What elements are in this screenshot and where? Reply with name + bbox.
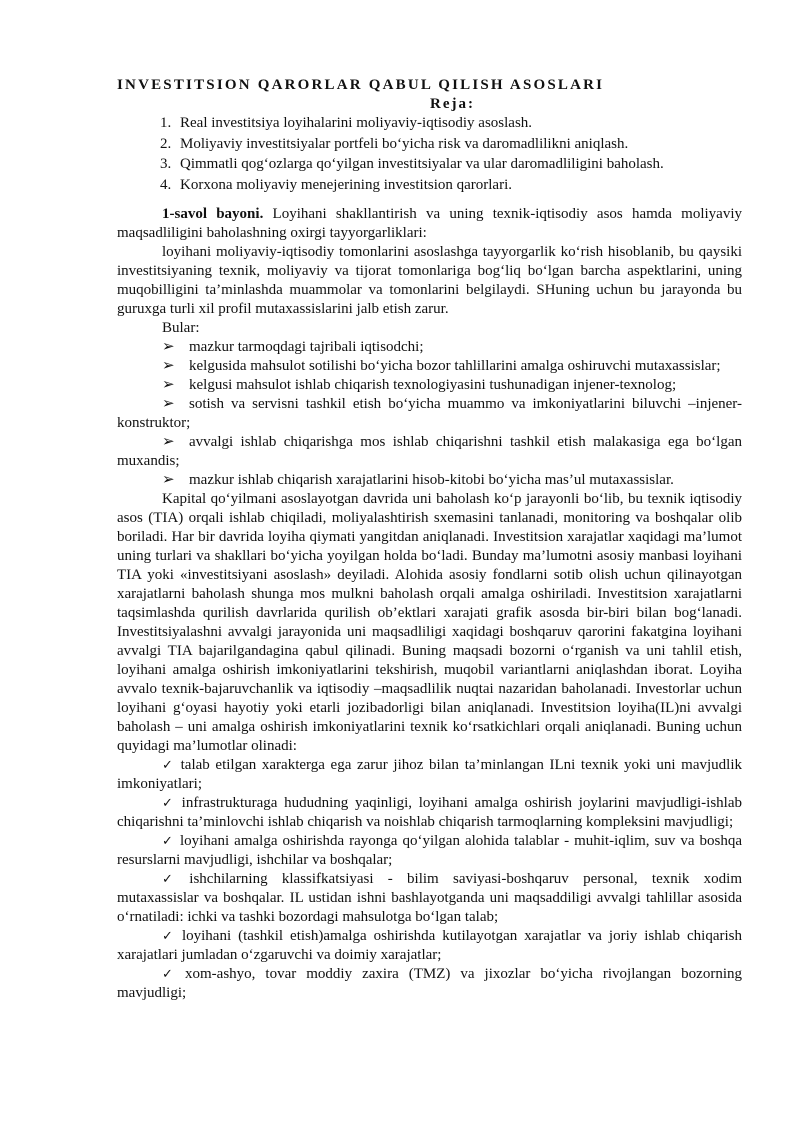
arrow-list-item [117,433,742,471]
arrow-list-text: mazkur ishlab chiqarish xarajatlarini hisob-kitobi bo‘yicha mas’ul mutaxassislar. [189,472,674,488]
check-list-item [117,965,742,1003]
plan-item [160,135,664,156]
intro-text: Loyihani shakllantirish va uning texnik-iqtisodiy asos hamda moliyaviy maqsadliligini baholashning oxirgi tayyorgarliklari: [117,206,742,241]
checkmark-icon: ✓ [162,872,173,887]
plan-heading: Reja: [430,96,475,112]
arrow-list-item [117,395,742,433]
bular-label: Bular: [162,320,200,336]
plan-item [160,176,664,197]
arrow-bullet-icon: ➢ [162,377,175,393]
arrow-list-item [117,376,742,395]
check-list-text: talab etilgan xarakterga ega zarur jihoz bilan ta’minlangan ILni texnik yoki uni mavjudlik imkoniyatlari; [117,757,742,792]
check-list-text: infrastrukturaga hududning yaqinligi, loyihani amalga oshirish joylarini mavjudligi-ishlab chiqarishni ta’minlovchi ishlab chiqarish va noishlab chiqarish tarmoqlarning kompleksini mavjudligi; [117,795,743,830]
checkmark-icon: ✓ [162,796,173,811]
arrow-list-text: mazkur tarmoqdagi tajribali iqtisodchi; [189,339,424,355]
plan-item-text: Moliyaviy investitsiyalar portfeli bo‘yicha risk va daromadlilikni aniqlash. [180,135,629,152]
section-1-intro [117,205,742,243]
paragraph: Kapital qo‘yilmani asoslayotgan davrida uni baholash ko‘p jarayonli bo‘lib, bu texnik iqtisodiy asos (TIA) orqali ishlab chiqiladi, moliyalashtirish sxemasini tanlanadi, monitoring va boshqalar olib boriladi. Har bir davrida loyiha qiymati yangitdan aniqlanadi. Investitsion xarajatlar xaqidagi ma’lumot uning turlari va shakllari bo‘yicha yoyilgan holda bo‘ladi. Bunday ma’lumotni asosiy manbasi loyihani TIA yoki «investitsiyani asoslash» deyiladi. Alohida asosiy fondlarni sotib olish uchun qilinayotgan xarajatlarni baholash shunga mos mulkni baholash orqali amalga oshiriladi. Investitsion xarajatlarni taqsimlashda qurilish davrlarida qurilish ob’ektlari xarajati grafik asosda bir-biri bilan bog‘lanadi. Investitsiyalashni avvalgi jarayonida uni maqsadliligi xaqidagi boshqaruv qarorini fakatgina loyihani avvalgi TIA bajarilgandagina qabul qilinadi. Buning maqsadi bozorni o‘rganish va uni tahlil etish, loyihani amalga oshirish imkoniyatlarini tekshirish, muqobil variantlarni aniqlashdan iborat. Loyiha avvalo texnik-bajaruvchanlik va iqtisodiy –maqsadlilik nuqtai nazaridan baholanadi. Investorlar uchun loyihani g‘oyasi hayotiy yoki etarli jozibadorligi bilan aniqlanadi. Investitsion loyiha(IL)ni avvalgi baholash – uni amalga oshirish imkoniyatlarini texnik ko‘rsatkichlari orqali aniqlanadi. Buning uchun quyidagi ma’lumotlar olinadi: [117,491,742,754]
arrow-list-item [117,338,742,357]
checkmark-icon: ✓ [162,929,173,944]
arrow-list-item [117,357,742,376]
plan-item [160,155,664,176]
check-list-item [117,927,742,965]
arrow-bullet-icon: ➢ [162,339,175,355]
arrow-list-text: kelgusida mahsulot sotilishi bo‘yicha bozor tahlillarini amalga oshiruvchi mutaxassislar; [189,358,721,374]
plan-item-text: Korxona moliyaviy menejerining investitsion qarorlari. [180,176,513,193]
section-1-heading: 1-savol bayoni. [162,206,264,222]
plan-item-number: 3. [160,156,172,173]
check-list-item [117,794,742,832]
section-1-body [117,205,742,1003]
paragraph: loyihani moliyaviy-iqtisodiy tomonlarini asoslashga tayyorgarlik ko‘rish hisoblanib, bu qaysiki investitsiyaning texnik, moliyaviy va tijorat tomonlariga bog‘liq bo‘lgan barcha aspektlarini, uning muqobilligini ta’minlashda muammolar va tomonlarini belgilaydi. SHuning uchun bu jarayonda bu guruxga turli xil profil mutaxassislarini jalb etish zarur. [117,244,742,317]
checkmark-icon: ✓ [162,967,173,982]
checkmark-icon: ✓ [162,758,173,773]
check-list-text: loyihani amalga oshirishda rayonga qo‘yilgan alohida talablar - muhit-iqlim, suv va boshqa resurslarni mavjudligi, ishchilar va boshqalar; [117,833,743,868]
plan-item-text: Qimmatli qog‘ozlarga qo‘yilgan investitsiyalar va ular daromadliligini baholash. [180,156,664,173]
plan-item-number: 1. [160,115,172,131]
plan-item-number: 4. [160,176,172,193]
check-list-item [117,756,742,794]
check-list-text: loyihani (tashkil etish)amalga oshirishda kutilayotgan xarajatlar va joriy ishlab chiqarish xarajatlari jumladan o‘zgaruvchi va doimiy xarajatlar; [117,928,743,963]
checkmark-icon: ✓ [162,834,173,849]
arrow-bullet-icon: ➢ [162,434,175,450]
arrow-list-text: kelgusi mahsulot ishlab chiqarish texnologiyasini tushunadigan injener-texnolog; [189,377,677,393]
plan-list [160,114,664,196]
arrow-bullet-icon: ➢ [162,472,175,488]
arrow-list-text: sotish va servisni tashkil etish bo‘yicha muammo va imkoniyatlarini biluvchi –injener-konstruktor; [117,396,742,431]
check-list-item [117,870,742,927]
page-title: INVESTITSION QARORLAR QABUL QILISH ASOSLARI [117,77,605,93]
arrow-bullet-icon: ➢ [162,396,175,412]
plan-item-text: Real investitsiya loyihalarini moliyaviy-iqtisodiy asoslash. [180,115,533,131]
check-list-text: xom-ashyo, tovar moddiy zaxira (TMZ) va jixozlar bo‘yicha rivojlangan bozorning mavjudligi; [117,966,743,1001]
check-list-item [117,832,742,870]
arrow-bullet-icon: ➢ [162,358,175,374]
arrow-list-text: avvalgi ishlab chiqarishga mos ishlab chiqarishni tashkil etish malakasiga ega bo‘lgan muxandis; [117,434,742,469]
plan-item [160,114,664,135]
plan-item-number: 2. [160,135,172,152]
check-list-text: ishchilarning klassifkatsiyasi - bilim saviyasi-boshqaruv personal, texnik xodim mutaxassislar va boshqalar. IL ustidan ishni bashlayotganda uni maqsaddiligi avvalgi tahlillar asosida o‘rnatiladi: ichki va tashki bozordagi mahsulotga bo‘lgan talab; [117,871,743,925]
arrow-list-item [117,471,742,490]
